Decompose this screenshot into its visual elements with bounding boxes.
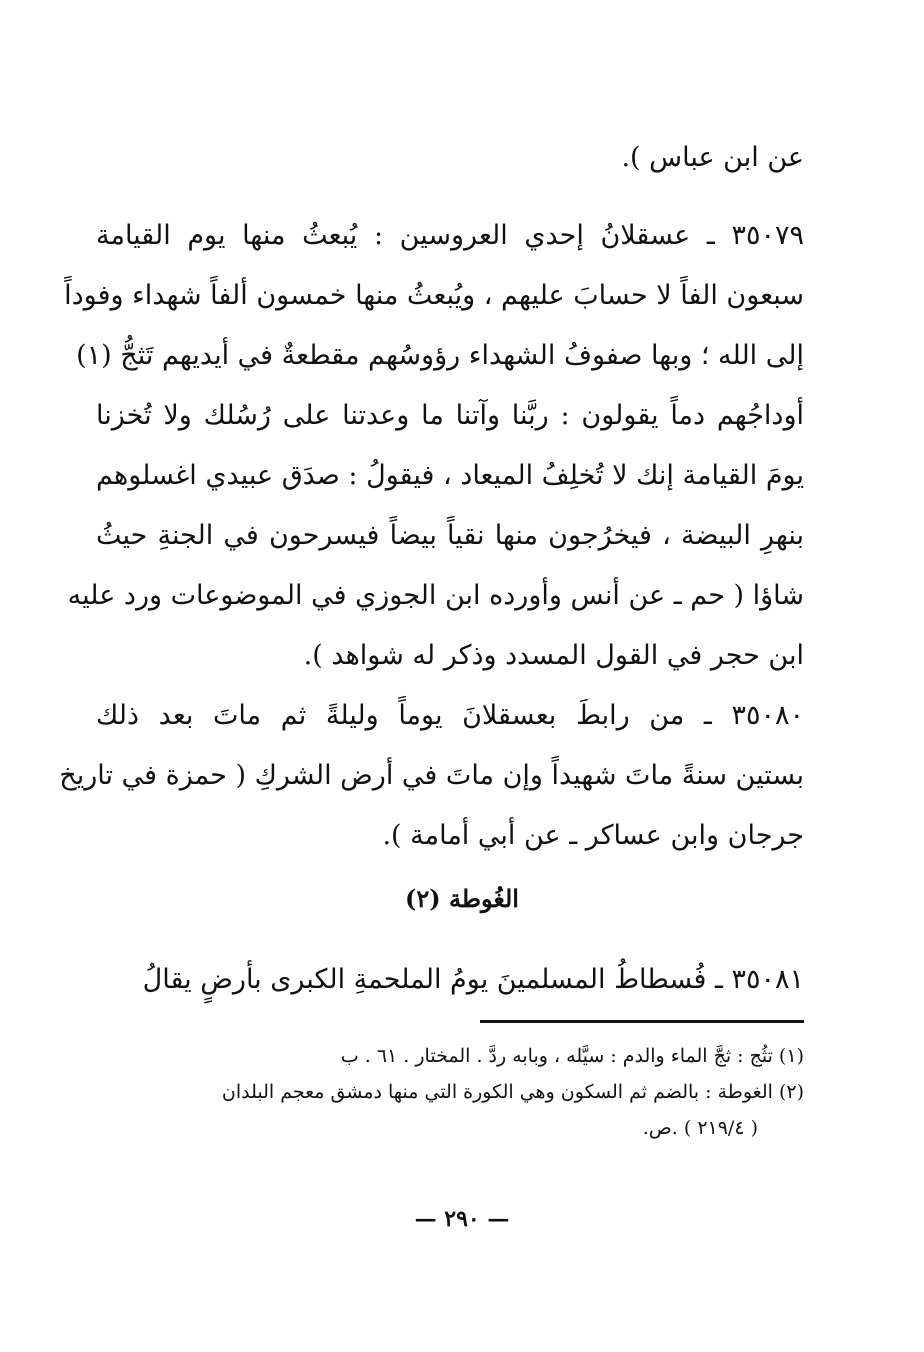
hadith-35079: [64, 206, 804, 686]
footnotes: [96, 1038, 804, 1146]
section-heading: الغُوطة (٢): [405, 884, 519, 913]
hadith-35079-line: يومَ القيامة إنك لا تُخلِفُ الميعاد ، فيقولُ : صدَق عبيدي اغسلوهم: [96, 460, 804, 491]
page-number: — ٢٩٠ —: [414, 1206, 510, 1232]
hadith-35079-line: إلى الله ؛ وبها صفوفُ الشهداء رؤوسُهم مقطعةٌ في أيديهم تَثجُّ (١): [76, 340, 804, 371]
footnote-divider: [480, 1020, 804, 1023]
hadith-35081-line: ٣٥٠٨١ ـ فُسطاطُ المسلمينَ يومُ الملحمةِ الكبرى بأرضٍ يقالُ: [142, 964, 804, 995]
hadith-35079-line: ٣٥٠٧٩ ـ عسقلانُ إحدي العروسين : يُبعثُ منها يوم القيامة: [96, 220, 804, 251]
hadith-35079-line: شاؤا ( حم ـ عن أنس وأورده ابن الجوزي في الموضوعات ورد عليه: [67, 580, 804, 611]
hadith-35079-line: سبعون الفاً لا حسابَ عليهم ، ويُبعثُ منها خمسون ألفاً شهداء وفوداً: [64, 280, 804, 311]
hadith-35080-line: ٣٥٠٨٠ ـ من رابطَ بعسقلانَ يوماً وليلةً ثم ماتَ بعد ذلك: [96, 700, 804, 731]
opening-line: عن ابن عباس ).: [621, 142, 804, 173]
hadith-35079-line: بنهرِ البيضة ، فيخرُجون منها نقياً بيضاً فيسرحون في الجنةِ حيثُ: [96, 520, 804, 551]
hadith-35079-line: ابن حجر في القول المسدد وذكر له شواهد ).: [303, 640, 804, 671]
footnote-2: (٢) الغوطة : بالضم ثم السكون وهي الكورة التي منها دمشق معجم البلدان: [221, 1081, 804, 1103]
hadith-35080: [59, 686, 804, 866]
hadith-35079-line: أوداجُهم دماً يقولون : ربَّنا وآتنا ما وعدتنا على رُسُلك ولا تُخزنا: [96, 400, 804, 431]
footnote-2-continuation: ( ٢١٩/٤ ) .ص.: [642, 1117, 758, 1139]
hadith-35080-line: بستين سنةً ماتَ شهيداً وإن ماتَ في أرض الشركِ ( حمزة في تاريخ: [59, 760, 804, 791]
footnote-1: (١) تثُج : ثجَّ الماء والدم : سيَّله ، وبابه ردَّ . المختار . ٦١ . ب: [340, 1045, 804, 1067]
opening-text: [96, 128, 804, 188]
hadith-35080-line: جرجان وابن عساكر ـ عن أبي أمامة ).: [382, 820, 804, 851]
hadith-35081: [96, 950, 804, 1010]
